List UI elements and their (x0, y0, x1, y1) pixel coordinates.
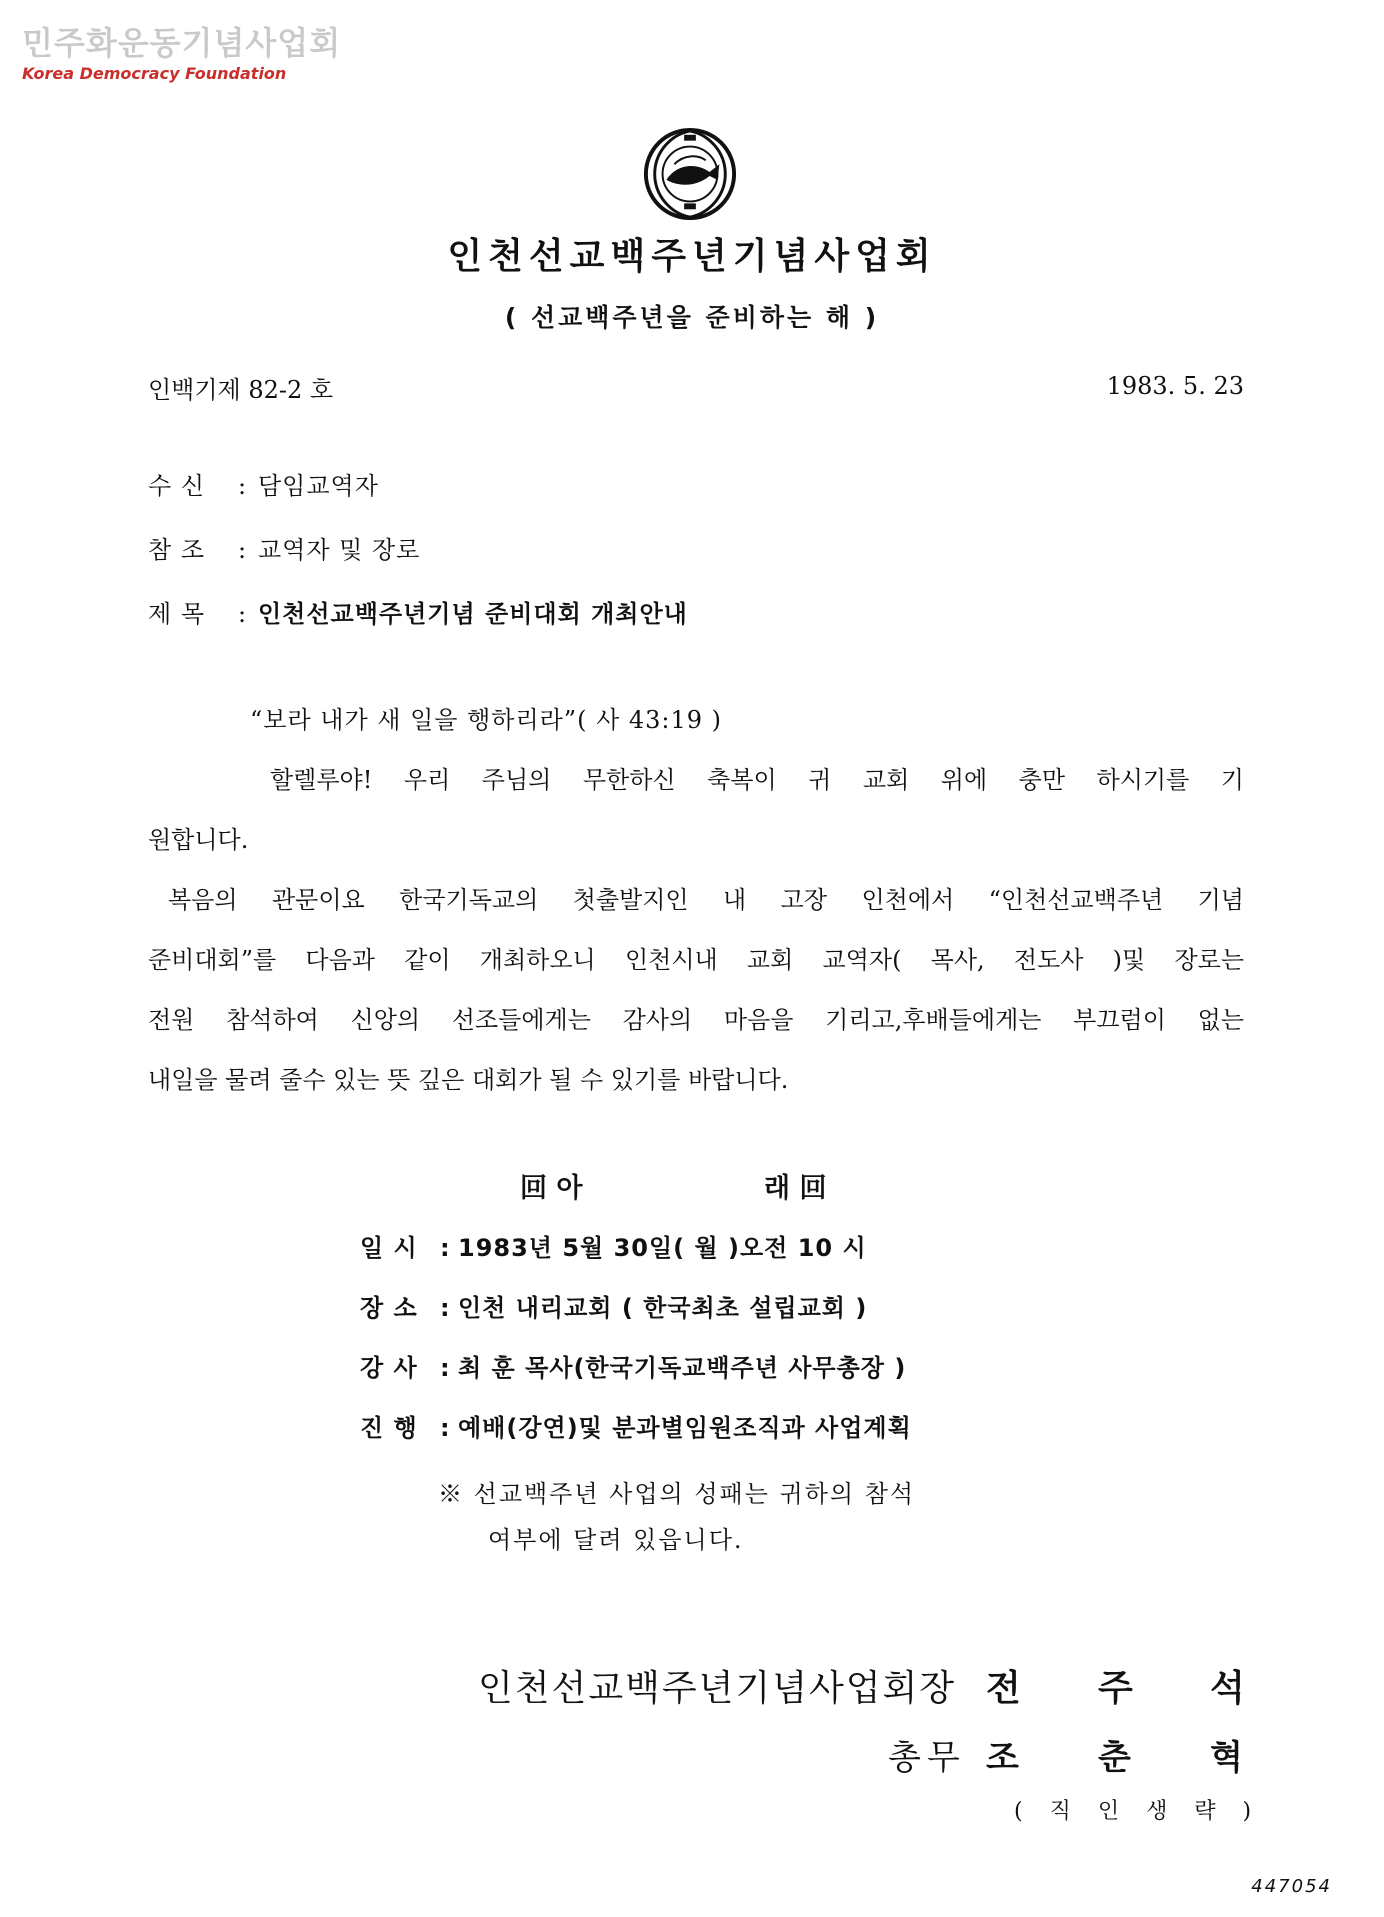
organization-subtitle: ( 선교백주년을 준비하는 해 ) (504, 303, 880, 332)
chair-name-char: 전 (986, 1668, 1021, 1709)
details-heading-right: 래 回 (764, 1173, 827, 1204)
document-number: 인백기제 82-2 호 (148, 376, 334, 404)
reference-row: 참 조 : 교역자 및 장로 (148, 530, 420, 565)
place-value: 인천 내리교회 ( 한국최초 설립교회 ) (458, 1294, 868, 1322)
greeting-line: 할렐루야! 우리 주님의 무한하신 축복이 귀 교회 위에 충만 하시기를 기 (270, 766, 1244, 794)
note-line: ※ 선교백주년 사업의 성패는 귀하의 참석 (438, 1480, 916, 1508)
archive-number: 447054 (1251, 1876, 1332, 1897)
datetime-label: 일 시 (360, 1234, 418, 1262)
body-line: 내일을 물려 줄수 있는 뜻 깊은 대회가 될 수 있기를 바랍니다. (148, 1066, 789, 1094)
speaker-row: 강 사 : 최 훈 목사(한국기독교백주년 사무총장 ) (360, 1348, 906, 1383)
watermark-english: Korea Democracy Foundation (22, 64, 287, 83)
secretary-name-char: 춘 (1098, 1738, 1131, 1778)
subject-row: 제 목 : 인천선교백주년기념 준비대회 개최안내 (148, 594, 688, 629)
recipient-label: 수 신 (148, 472, 205, 500)
datetime-value: 1983년 5월 30일( 월 )오전 10 시 (458, 1234, 867, 1262)
reference-label: 참 조 (148, 536, 205, 564)
details-heading-left: 回 아 (520, 1173, 583, 1204)
body-line: 전원 참석하여 신앙의 선조들에게는 감사의 마음을 기리고,후배들에게는 부끄럼이 없는 (148, 1006, 1244, 1034)
subject-label: 제 목 (148, 600, 205, 628)
greeting-line: 원합니다. (148, 826, 249, 854)
chair-name-char: 석 (1210, 1668, 1245, 1709)
secretary-name-char: 혁 (1210, 1738, 1243, 1778)
speaker-label: 강 사 (360, 1354, 418, 1382)
body-line: 복음의 관문이요 한국기독교의 첫출발지인 내 고장 인천에서 “인천선교백주년 기념 (168, 886, 1244, 914)
subject-value: 인천선교백주년기념 준비대회 개최안내 (258, 600, 688, 628)
recipient-row: 수 신 : 담임교역자 (148, 466, 379, 501)
secretary-name-char: 조 (986, 1738, 1019, 1778)
signature-organization: 인천선교백주년기념사업회장 (478, 1668, 957, 1709)
bible-verse: “보라 내가 새 일을 행하리라”( 사 43:19 ) (250, 706, 723, 734)
chair-name-char: 주 (1098, 1668, 1133, 1709)
program-row: 진 행 : 예배(강연)및 분과별임원조직과 사업계획 (360, 1408, 912, 1443)
organization-emblem-icon (641, 125, 739, 223)
reference-value: 교역자 및 장로 (258, 536, 421, 564)
place-row: 장 소 : 인천 내리교회 ( 한국최초 설립교회 ) (360, 1288, 867, 1323)
program-label: 진 행 (360, 1414, 418, 1442)
datetime-row: 일 시 : 1983년 5월 30일( 월 )오전 10 시 (360, 1228, 867, 1263)
body-line: 준비대회”를 다음과 같이 개최하오니 인천시내 교회 교역자( 목사, 전도사 )및 장로는 (148, 946, 1244, 974)
program-value: 예배(강연)및 분과별임원조직과 사업계획 (458, 1414, 912, 1442)
speaker-value: 최 훈 목사(한국기독교백주년 사무총장 ) (458, 1354, 907, 1382)
note-line: 여부에 달려 있읍니다. (488, 1526, 744, 1554)
organization-title: 인천선교백주년기념사업회 (447, 236, 937, 277)
place-label: 장 소 (360, 1294, 418, 1322)
seal-omitted-note: ( 직 인 생 략 ) (1014, 1799, 1262, 1824)
recipient-value: 담임교역자 (258, 472, 379, 500)
watermark-korean: 민주화운동기념사업회 (22, 24, 342, 62)
document-date: 1983. 5. 23 (1106, 372, 1244, 400)
signature-role: 총무 (888, 1738, 966, 1778)
